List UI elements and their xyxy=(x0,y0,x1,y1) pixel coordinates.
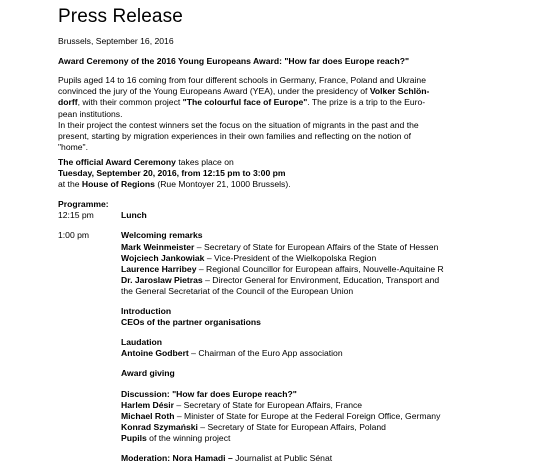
intro-line xyxy=(58,97,443,108)
speaker-name: Pupils xyxy=(121,433,147,443)
ceremony-location xyxy=(58,179,291,190)
programme-label: Programme: xyxy=(58,199,109,209)
speaker-line xyxy=(121,242,438,253)
moderator-role: Journalist at Public Sénat xyxy=(232,453,333,463)
programme-discussion: Discussion: "How far does Europe reach?" xyxy=(121,389,297,399)
speaker-role: – Chairman of the Euro App association xyxy=(188,348,343,358)
programme-introduction: Introduction xyxy=(121,306,172,316)
project-title: "The colourful face of Europe" xyxy=(182,97,308,108)
speaker-line xyxy=(121,348,343,359)
jury-president-name: Volker Schlön- xyxy=(369,86,430,97)
speaker-role: – Regional Councillor for European affairs, Nouvelle-Aquitaine R xyxy=(196,264,444,274)
speaker-line xyxy=(121,253,376,264)
page-title: Press Release xyxy=(58,6,183,27)
speaker-role: – Vice-President of the Wielkopolska Region xyxy=(204,253,377,263)
speaker-line xyxy=(121,411,440,422)
speaker-role: – Director General for Environment, Education, Transport and xyxy=(202,275,440,285)
intro-paragraph xyxy=(58,75,443,153)
intro-line: present, starting by migration experiences in their own families and reflecting on the notion of xyxy=(58,131,412,142)
ceremony-text: at the xyxy=(58,179,82,189)
speaker-name: Dr. Jaroslaw Pietras xyxy=(121,275,203,285)
ceremony-line-1 xyxy=(58,157,234,168)
speaker-line xyxy=(121,422,386,433)
intro-line: In their project the contest winners set the focus on the situation of migrants in the past and the xyxy=(58,119,419,130)
speaker-name: Wojciech Jankowiak xyxy=(121,253,205,263)
speaker-name: Mark Weinmeister xyxy=(121,242,195,252)
jury-president-name-end: dorff xyxy=(58,97,78,108)
speaker-line xyxy=(121,433,230,444)
moderator-name: Moderation: Nora Hamadi – xyxy=(121,453,233,463)
intro-line: pean institutions. xyxy=(58,108,123,119)
ceremony-text: takes place on xyxy=(175,157,234,167)
venue-address: (Rue Montoyer 21, 1000 Brussels). xyxy=(154,179,291,189)
ceremony-label: The official Award Ceremony xyxy=(58,157,176,167)
intro-line: "home". xyxy=(58,142,88,153)
programme-laudation: Laudation xyxy=(121,337,163,347)
programme-award-giving: Award giving xyxy=(121,368,175,378)
programme-welcoming: Welcoming remarks xyxy=(121,230,203,240)
speaker-role: – Secretary of State for European Affairs, Poland xyxy=(197,422,386,432)
speaker-role: of the winning project xyxy=(146,433,231,443)
speaker-name: Harlem Désir xyxy=(121,400,175,410)
speaker-role: – Minister of State for Europe at the Federal Foreign Office, Germany xyxy=(174,411,441,421)
time-1215: 12:15 pm xyxy=(58,210,94,220)
intro-line xyxy=(58,86,443,97)
speaker-name: Antoine Godbert xyxy=(121,348,189,358)
intro-text: convinced the jury of the Young Europeans Award (YEA), under the presidency of xyxy=(58,86,370,97)
programme-moderation xyxy=(121,453,332,464)
venue-name: House of Regions xyxy=(81,179,155,189)
speaker-line xyxy=(121,400,362,411)
speaker-role-continued: the General Secretariat of the Council of the European Union xyxy=(121,286,354,296)
intro-text: , with their common project xyxy=(77,97,183,108)
programme-lunch: Lunch xyxy=(121,210,147,220)
speaker-line xyxy=(121,275,439,286)
programme-ceos: CEOs of the partner organisations xyxy=(121,317,261,327)
speaker-name: Laurence Harribey xyxy=(121,264,197,274)
speaker-line xyxy=(121,264,444,275)
speaker-name: Konrad Szymański xyxy=(121,422,198,432)
date-line: Brussels, September 16, 2016 xyxy=(58,36,174,46)
release-heading: Award Ceremony of the 2016 Young Europeans Award: "How far does Europe reach?" xyxy=(58,56,410,66)
intro-text: . The prize is a trip to the Euro- xyxy=(307,97,426,108)
ceremony-datetime: Tuesday, September 20, 2016, from 12:15 pm to 3:00 pm xyxy=(58,168,286,178)
time-1300: 1:00 pm xyxy=(58,230,90,240)
speaker-role: – Secretary of State for European Affairs of the State of Hessen xyxy=(194,242,439,252)
speaker-name: Michael Roth xyxy=(121,411,175,421)
speaker-role: – Secretary of State for European Affairs, France xyxy=(174,400,363,410)
intro-line: Pupils aged 14 to 16 coming from four different schools in Germany, France, Poland and Ukraine xyxy=(58,75,426,85)
